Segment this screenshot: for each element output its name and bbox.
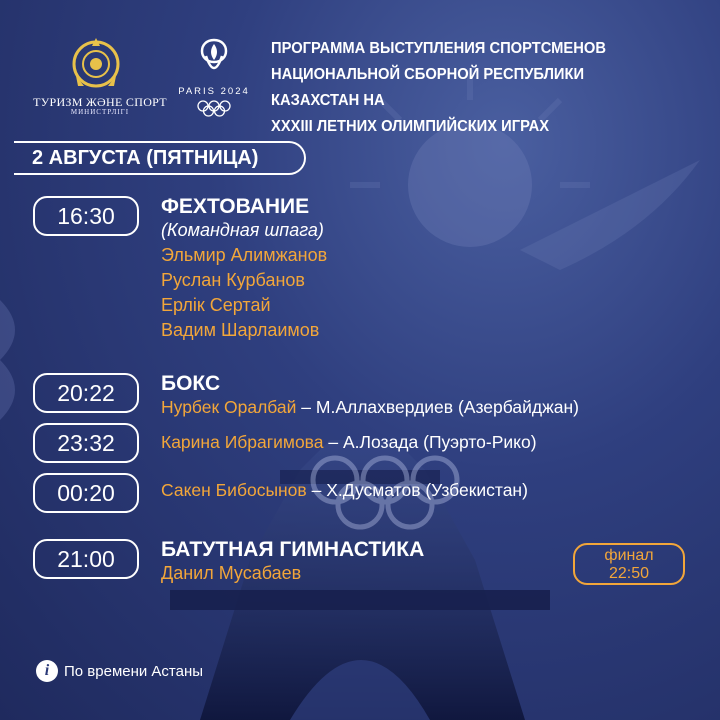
bout-separator: – (306, 480, 327, 500)
timezone-note: По времени Астаны (64, 663, 204, 680)
trampoline-time: 21:00 (33, 539, 139, 579)
sun-icon (408, 123, 532, 247)
bout-separator: – (296, 397, 316, 417)
header-title-line-2: НАЦИОНАЛЬНОЙ СБОРНОЙ РЕСПУБЛИКИ КАЗАХСТАН НА (271, 66, 585, 109)
boxing-bout (161, 480, 528, 501)
header-title (271, 36, 667, 140)
final-badge (573, 543, 685, 585)
boxing-bout (161, 397, 579, 418)
bout-separator: – (323, 432, 343, 452)
boxing-bout (161, 432, 537, 453)
trampoline-title: БАТУТНАЯ ГИМНАСТИКА (161, 538, 425, 561)
bout-opponent: Х.Дусматов (Узбекистан) (326, 480, 528, 500)
bout-athlete: Карина Ибрагимова (161, 432, 324, 452)
ministry-subtitle: МИНИСТРЛІГІ (70, 108, 130, 116)
fencing-athlete: Руслан Курбанов (161, 270, 305, 290)
fencing-title: ФЕХТОВАНИЕ (161, 195, 310, 218)
header-title-line-1: ПРОГРАММА ВЫСТУПЛЕНИЯ СПОРТСМЕНОВ (271, 40, 606, 57)
final-label: финал (604, 547, 654, 564)
bout-opponent: М.Аллахвердиев (Азербайджан) (315, 397, 580, 417)
info-icon: i (36, 660, 58, 682)
boxing-title: БОКС (161, 372, 221, 395)
fencing-athlete: Вадим Шарлаимов (161, 320, 320, 340)
eagle-icon (520, 160, 700, 270)
boxing-time: 20:22 (33, 373, 139, 413)
ministry-name: ТУРИЗМ ЖӘНЕ СПОРТ (33, 95, 167, 109)
header-title-line-3: XXXIII ЛЕТНИХ ОЛИМПИЙСКИХ ИГРАХ (271, 118, 550, 135)
small-olympic-rings-icon (196, 100, 232, 118)
date-label: 2 АВГУСТА (ПЯТНИЦА) (32, 147, 259, 169)
boxing-time: 00:20 (33, 473, 139, 513)
fencing-time: 16:30 (33, 196, 139, 236)
kazakhstan-emblem-icon (72, 36, 120, 90)
trampoline-athlete: Данил Мусабаев (161, 563, 302, 583)
bout-athlete: Сакен Бибосынов (161, 480, 307, 500)
ornament-icon (0, 300, 15, 420)
final-time: 22:50 (608, 565, 650, 582)
fencing-subtitle: (Командная шпага) (161, 220, 324, 240)
fencing-athlete: Эльмир Алимжанов (161, 245, 328, 265)
bout-opponent: А.Лозада (Пуэрто-Рико) (343, 432, 537, 452)
paris-2024-label: PARIS 2024 (178, 86, 250, 97)
boxing-time: 23:32 (33, 423, 139, 463)
bout-athlete: Нурбек Оралбай (161, 397, 297, 417)
paris-2024-logo-icon (192, 36, 236, 84)
fencing-athlete: Ерлік Сертай (161, 295, 271, 315)
